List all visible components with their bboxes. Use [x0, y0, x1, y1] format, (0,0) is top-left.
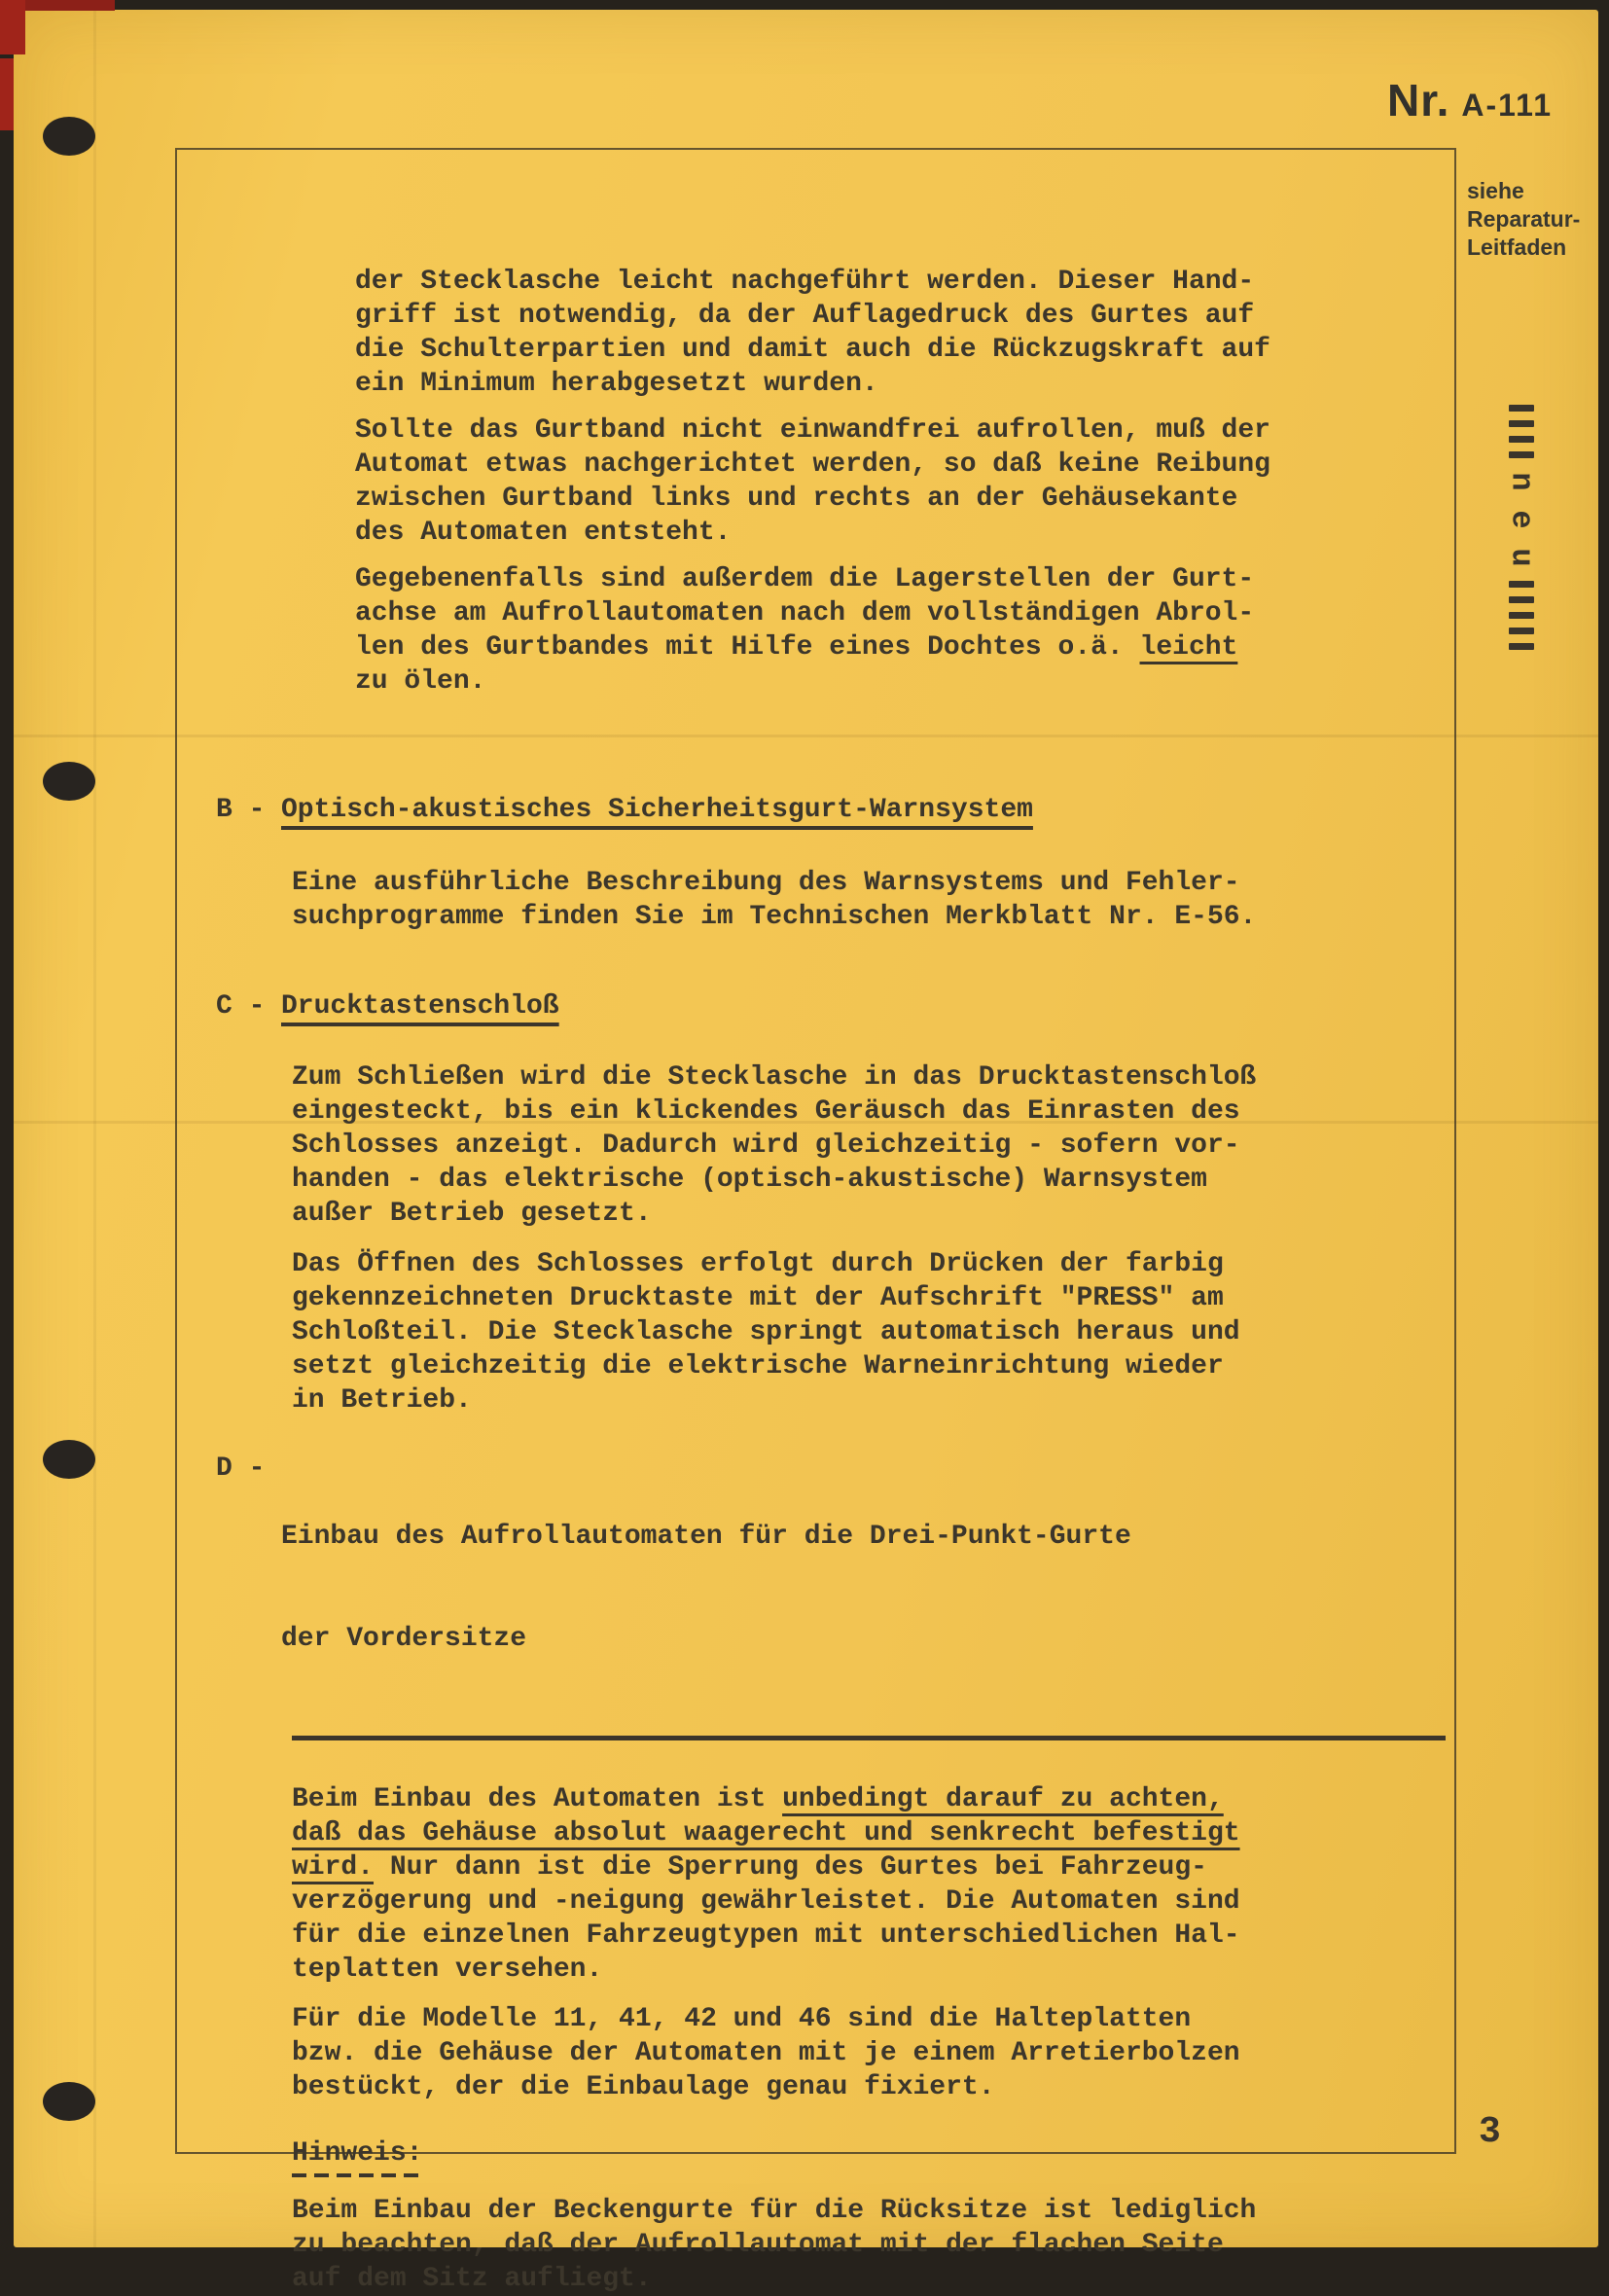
doc-number-prefix: Nr.: [1387, 75, 1450, 126]
section-heading: [216, 1452, 1452, 1724]
hole-punch: [43, 2082, 95, 2121]
section-title-line: Einbau des Aufrollautomaten für die Drei-Punkt-Gurte: [281, 1522, 1131, 1552]
hole-punch: [43, 1440, 95, 1479]
note-block: [292, 2136, 1452, 2296]
paragraph: [355, 265, 1452, 401]
section-label: C -: [216, 991, 266, 1022]
text-line: bestückt, der die Einbaulage genau fixiert.: [292, 2072, 995, 2102]
tab-dash: [1509, 628, 1534, 634]
hole-punch: [43, 117, 95, 156]
text-line: des Automaten entsteht.: [355, 518, 732, 548]
note-heading: [292, 2136, 1452, 2170]
tab-letter: u: [1503, 548, 1540, 567]
section-c: [216, 989, 1452, 1417]
section-b: [216, 793, 1452, 934]
heading-rule: [292, 1736, 1446, 1740]
text-line: handen - das elektrische (optisch-akustische) Warnsystem: [292, 1165, 1207, 1195]
scan-artifact: [25, 0, 115, 11]
section-heading: [216, 793, 1452, 827]
paragraph: [292, 2002, 1452, 2104]
doc-number: [1387, 74, 1553, 126]
text-line: außer Betrieb gesetzt.: [292, 1199, 652, 1229]
section-title-lines: [281, 1452, 1131, 1724]
text-line: teplatten versehen.: [292, 1955, 603, 1985]
paragraph: [292, 2194, 1452, 2296]
text-line: griff ist notwendig, da der Auflagedruck des Gurtes auf: [355, 301, 1255, 331]
scan-artifact: [0, 0, 25, 54]
tab-dash: [1509, 451, 1534, 458]
page-number: 3: [1479, 2111, 1501, 2153]
text-line: zu beachten, daß der Aufrollautomat mit der flachen Seite: [292, 2230, 1224, 2260]
text-line: Schloßteil. Die Stecklasche springt automatisch heraus und: [292, 1317, 1240, 1347]
doc-number-value: A-111: [1461, 88, 1553, 123]
section-title-line: der Vordersitze: [281, 1624, 527, 1654]
paragraph: [292, 1060, 1452, 1231]
section-heading: [216, 989, 1452, 1023]
text-line: wird. Nur dann ist die Sperrung des Gurtes bei Fahrzeug-: [292, 1852, 1207, 1883]
document-body: [216, 265, 1452, 2296]
text-line: achse am Aufrollautomaten nach dem vollständigen Abrol-: [355, 598, 1255, 628]
section-d: [216, 1452, 1452, 2104]
tab-letter: e: [1503, 510, 1540, 529]
section-body: [292, 1060, 1452, 1417]
text-line: zwischen Gurtband links und rechts an der Gehäusekante: [355, 484, 1238, 514]
text-line: in Betrieb.: [292, 1385, 472, 1416]
text-line: setzt gleichzeitig die elektrische Warneinrichtung wieder: [292, 1351, 1224, 1381]
text-line: auf dem Sitz aufliegt.: [292, 2264, 652, 2294]
margin-tab-neu: [1492, 405, 1551, 650]
text-line: Eine ausführliche Beschreibung des Warnsystems und Fehler-: [292, 868, 1240, 898]
text-line: zu ölen.: [355, 666, 486, 697]
text-line: Beim Einbau des Automaten ist unbedingt darauf zu achten,: [292, 1784, 1224, 1814]
margin-note: [1467, 177, 1580, 262]
text-line: eingesteckt, bis ein klickendes Geräusch das Einrasten des: [292, 1096, 1240, 1127]
intro-paragraphs: [355, 265, 1452, 699]
text-line: daß das Gehäuse absolut waagerecht und senkrecht befestigt: [292, 1818, 1240, 1848]
tab-dash: [1509, 581, 1534, 588]
text-line: Sollte das Gurtband nicht einwandfrei aufrollen, muß der: [355, 415, 1270, 446]
text-line: Für die Modelle 11, 41, 42 und 46 sind die Halteplatten: [292, 2004, 1192, 2034]
note-title: Hinweis:: [292, 2138, 422, 2177]
text-line: Automat etwas nachgerichtet werden, so daß keine Reibung: [355, 449, 1270, 480]
text-line: bzw. die Gehäuse der Automaten mit je einem Arretierbolzen: [292, 2038, 1240, 2068]
text-line: Beim Einbau der Beckengurte für die Rücksitze ist lediglich: [292, 2196, 1257, 2226]
paper-crease: [93, 10, 96, 2247]
text-line: Zum Schließen wird die Stecklasche in das Drucktastenschloß: [292, 1062, 1257, 1093]
section-body: [292, 866, 1452, 934]
section-body: [292, 1782, 1452, 2104]
scanned-page: [14, 10, 1598, 2294]
margin-note-line: Reparatur-: [1467, 206, 1581, 232]
section-title: Optisch-akustisches Sicherheitsgurt-Warnsystem: [281, 795, 1033, 825]
tab-dash: [1509, 405, 1534, 412]
text-line: suchprogramme finden Sie im Technischen Merkblatt Nr. E-56.: [292, 902, 1257, 932]
text-line: len des Gurtbandes mit Hilfe eines Dochtes o.ä. leicht: [355, 632, 1238, 663]
section-label: D -: [216, 1453, 266, 1484]
tab-dash: [1509, 436, 1534, 443]
text-line: Das Öffnen des Schlosses erfolgt durch Drücken der farbig: [292, 1249, 1224, 1279]
tab-dash: [1509, 420, 1534, 427]
paragraph: [292, 1247, 1452, 1417]
section-label: B -: [216, 795, 266, 825]
paragraph: [355, 562, 1452, 699]
margin-note-line: Leitfaden: [1467, 234, 1567, 260]
tab-dash: [1509, 612, 1534, 619]
text-line: die Schulterpartien und damit auch die Rückzugskraft auf: [355, 335, 1270, 365]
scan-artifact: [0, 58, 14, 130]
paragraph: [292, 866, 1452, 934]
tab-letter: n: [1503, 472, 1540, 491]
text-line: gekennzeichneten Drucktaste mit der Aufschrift "PRESS" am: [292, 1283, 1224, 1313]
paragraph: [355, 413, 1452, 550]
tab-dash: [1509, 596, 1534, 603]
tab-dash: [1509, 643, 1534, 650]
text-line: Schlosses anzeigt. Dadurch wird gleichzeitig - sofern vor-: [292, 1130, 1240, 1161]
section-title: Drucktastenschloß: [281, 991, 559, 1022]
text-line: für die einzelnen Fahrzeugtypen mit unterschiedlichen Hal-: [292, 1920, 1240, 1951]
text-line: ein Minimum herabgesetzt wurden.: [355, 369, 878, 399]
text-line: der Stecklasche leicht nachgeführt werden. Dieser Hand-: [355, 267, 1255, 297]
text-line: Gegebenenfalls sind außerdem die Lagerstellen der Gurt-: [355, 564, 1255, 594]
margin-note-line: siehe: [1467, 178, 1524, 203]
paragraph: [292, 1782, 1452, 1987]
hole-punch: [43, 762, 95, 801]
text-line: verzögerung und -neigung gewährleistet. Die Automaten sind: [292, 1886, 1240, 1917]
